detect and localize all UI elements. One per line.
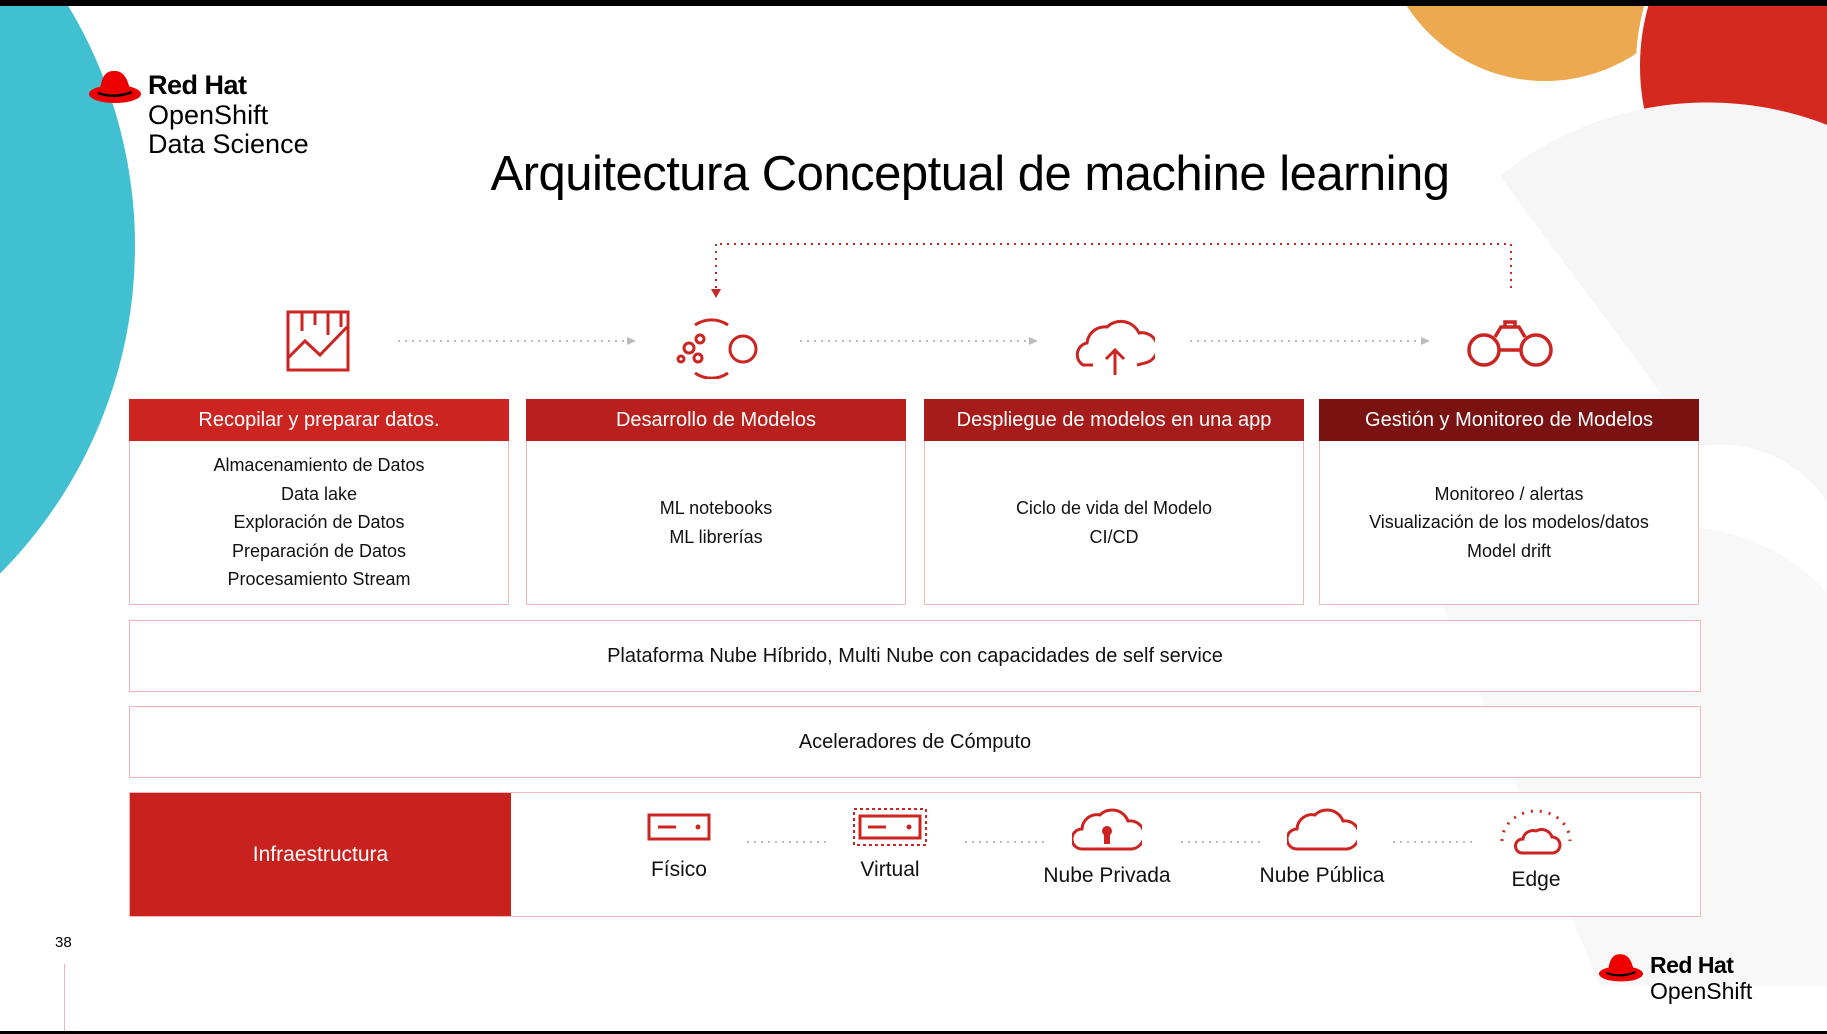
virtual-server-icon (852, 807, 928, 847)
brand-product-line2: Data Science (148, 129, 309, 159)
column-model-management-monitoring (1319, 399, 1699, 606)
column-body (924, 441, 1304, 605)
list-item: CI/CD (1089, 526, 1139, 547)
column-header: Despliegue de modelos en una app (924, 399, 1304, 441)
list-item: Almacenamiento de Datos (213, 455, 425, 476)
model-development-icon (673, 315, 759, 379)
infra-item-label: Virtual (860, 858, 920, 881)
infra-item-label: Físico (650, 858, 707, 881)
column-body (526, 441, 906, 605)
binoculars-icon (1465, 319, 1555, 371)
column-header: Recopilar y preparar datos. (129, 399, 509, 441)
list-item: Model drift (1466, 540, 1552, 561)
column-model-deployment (924, 399, 1304, 606)
list-item: Visualización de los modelos/datos (1369, 512, 1649, 533)
column-body (1319, 441, 1699, 605)
red-hat-icon (1598, 950, 1644, 984)
slide (0, 6, 1827, 1031)
infra-edge (1456, 807, 1616, 892)
list-item: ML librerías (669, 526, 763, 547)
infra-item-label: Edge (1511, 868, 1561, 891)
list-item: Preparación de Datos (231, 540, 407, 561)
infra-item-label: Nube Privada (1043, 864, 1171, 887)
infra-virtual (810, 807, 970, 882)
infrastructure-label: Infraestructura (130, 793, 511, 916)
infra-physical (599, 807, 759, 882)
public-cloud-icon (1287, 807, 1357, 853)
footer-brand-product: OpenShift (1650, 978, 1753, 1004)
column-collect-prepare-data (129, 399, 509, 606)
infrastructure-band (129, 792, 1701, 917)
accelerators-band: Aceleradores de Cómputo (129, 706, 1701, 778)
footer-divider (64, 964, 65, 1031)
infra-item-label: Nube Pública (1259, 864, 1385, 887)
list-item: Data lake (280, 483, 358, 504)
footer-brand-name: Red Hat (1650, 952, 1734, 978)
cloud-upload-icon (1075, 313, 1155, 379)
infra-public-cloud (1242, 807, 1402, 888)
brand-product-line1: OpenShift (148, 100, 269, 130)
slide-title: Arquitectura Conceptual de machine learning (490, 147, 1450, 201)
list-item: ML notebooks (659, 498, 773, 518)
page-number: 38 (55, 934, 72, 951)
list-item: Procesamiento Stream (227, 569, 411, 590)
platform-band: Plataforma Nube Híbrido, Multi Nube con capacidades de self service (129, 620, 1701, 692)
column-header: Desarrollo de Modelos (526, 399, 906, 441)
edge-cloud-icon (1496, 807, 1576, 857)
list-item: Ciclo de vida del Modelo (1015, 498, 1213, 518)
data-chart-icon (285, 309, 353, 375)
column-body (129, 441, 509, 605)
server-icon (646, 807, 712, 847)
brand-name: Red Hat (148, 70, 247, 100)
column-header: Gestión y Monitoreo de Modelos (1319, 399, 1699, 441)
infra-private-cloud (1027, 807, 1187, 888)
column-model-development (526, 399, 906, 606)
list-item: Monitoreo / alertas (1434, 483, 1584, 504)
list-item: Exploración de Datos (233, 512, 405, 533)
private-cloud-icon (1072, 807, 1142, 853)
